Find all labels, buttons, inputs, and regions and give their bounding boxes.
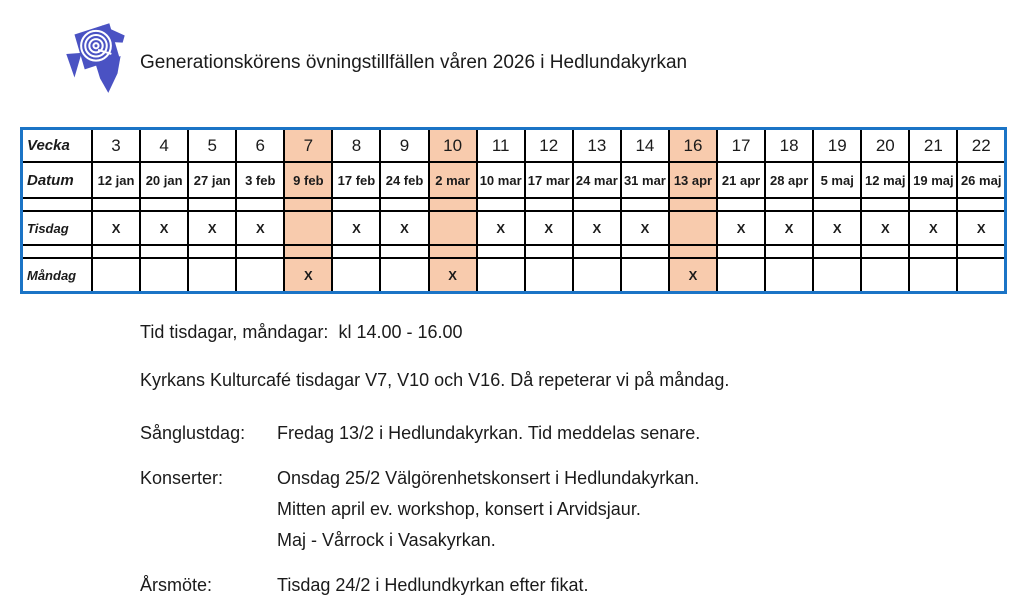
choir-logo-graphic bbox=[64, 15, 128, 97]
cell-date-week-9: 24 feb bbox=[380, 162, 428, 198]
cell-week-week-8: 8 bbox=[332, 129, 380, 163]
schedule-table-body bbox=[22, 129, 1006, 293]
cell-week-week-11: 11 bbox=[477, 129, 525, 163]
cell-spacer bbox=[669, 245, 717, 258]
cell-date-week-10: 2 mar bbox=[429, 162, 477, 198]
cell-spacer bbox=[525, 198, 573, 211]
note-line: Tisdag 24/2 i Hedlundkyrkan efter fikat. bbox=[277, 575, 589, 595]
row-label-spacer bbox=[22, 198, 93, 211]
cell-date-week-7: 9 feb bbox=[284, 162, 332, 198]
cell-spacer bbox=[765, 245, 813, 258]
cell-spacer bbox=[92, 245, 140, 258]
culture-cafe-note: Kyrkans Kulturcafé tisdagar V7, V10 och V16. Då repeterar vi på måndag. bbox=[140, 370, 730, 390]
cell-tuesday-week-10 bbox=[429, 211, 477, 245]
cell-monday-week-8 bbox=[332, 258, 380, 293]
cell-week-week-18: 18 bbox=[765, 129, 813, 163]
cell-tuesday-week-20: X bbox=[861, 211, 909, 245]
cell-week-week-17: 17 bbox=[717, 129, 765, 163]
note-body bbox=[277, 418, 700, 449]
cell-tuesday-week-14: X bbox=[621, 211, 669, 245]
note-line: Fredag 13/2 i Hedlundakyrkan. Tid meddelas senare. bbox=[277, 423, 701, 443]
cell-tuesday-week-17: X bbox=[717, 211, 765, 245]
note-body bbox=[277, 570, 589, 601]
cell-spacer bbox=[380, 198, 428, 211]
row-label-spacer bbox=[22, 245, 93, 258]
tuesday-row bbox=[22, 211, 1006, 245]
cell-spacer bbox=[909, 245, 957, 258]
note-item bbox=[140, 570, 1000, 601]
cell-tuesday-week-18: X bbox=[765, 211, 813, 245]
cell-monday-week-12 bbox=[525, 258, 573, 293]
note-body bbox=[277, 463, 699, 556]
cell-monday-week-6 bbox=[236, 258, 284, 293]
cell-week-week-20: 20 bbox=[861, 129, 909, 163]
cell-spacer bbox=[236, 198, 284, 211]
cell-spacer bbox=[717, 198, 765, 211]
cell-monday-week-3 bbox=[92, 258, 140, 293]
cell-spacer bbox=[236, 245, 284, 258]
cell-monday-week-13 bbox=[573, 258, 621, 293]
rehearsal-time-note: Tid tisdagar, måndagar: kl 14.00 - 16.00 bbox=[140, 322, 463, 342]
notes-items bbox=[140, 418, 1000, 601]
cell-date-week-8: 17 feb bbox=[332, 162, 380, 198]
spacer-row bbox=[22, 198, 1006, 211]
note-label: Årsmöte: bbox=[140, 575, 213, 595]
schedule-table-grid bbox=[20, 127, 1007, 294]
cell-spacer bbox=[477, 245, 525, 258]
cell-spacer bbox=[429, 198, 477, 211]
cell-tuesday-week-8: X bbox=[332, 211, 380, 245]
cell-spacer bbox=[621, 245, 669, 258]
cell-spacer bbox=[332, 198, 380, 211]
cell-spacer bbox=[669, 198, 717, 211]
cell-spacer bbox=[525, 245, 573, 258]
cell-spacer bbox=[284, 245, 332, 258]
page-title: Generationskörens övningstillfällen våren 2026 i Hedlundakyrkan bbox=[140, 52, 688, 73]
cell-week-week-22: 22 bbox=[957, 129, 1005, 163]
cell-monday-week-14 bbox=[621, 258, 669, 293]
cell-spacer bbox=[861, 198, 909, 211]
spacer-row bbox=[22, 245, 1006, 258]
note-item bbox=[140, 418, 1000, 449]
cell-spacer bbox=[140, 245, 188, 258]
cell-week-week-4: 4 bbox=[140, 129, 188, 163]
cell-spacer bbox=[573, 198, 621, 211]
cell-monday-week-11 bbox=[477, 258, 525, 293]
cell-monday-week-7: X bbox=[284, 258, 332, 293]
cell-date-week-17: 21 apr bbox=[717, 162, 765, 198]
cell-date-week-12: 17 mar bbox=[525, 162, 573, 198]
cell-tuesday-week-3: X bbox=[92, 211, 140, 245]
cell-tuesday-week-16 bbox=[669, 211, 717, 245]
cell-spacer bbox=[284, 198, 332, 211]
cell-spacer bbox=[621, 198, 669, 211]
cell-date-week-3: 12 jan bbox=[92, 162, 140, 198]
cell-date-week-22: 26 maj bbox=[957, 162, 1005, 198]
cell-week-week-21: 21 bbox=[909, 129, 957, 163]
cell-week-week-5: 5 bbox=[188, 129, 236, 163]
note-item bbox=[140, 463, 1000, 556]
row-label-monday: Måndag bbox=[22, 258, 93, 293]
note-line: Onsdag 25/2 Välgörenhetskonsert i Hedlundakyrkan. bbox=[277, 468, 700, 488]
cell-spacer bbox=[573, 245, 621, 258]
cell-spacer bbox=[92, 198, 140, 211]
cell-week-week-10: 10 bbox=[429, 129, 477, 163]
cell-monday-week-5 bbox=[188, 258, 236, 293]
date-row bbox=[22, 162, 1006, 198]
cell-tuesday-week-6: X bbox=[236, 211, 284, 245]
cell-spacer bbox=[429, 245, 477, 258]
cell-spacer bbox=[813, 245, 861, 258]
cell-spacer bbox=[717, 245, 765, 258]
cell-week-week-13: 13 bbox=[573, 129, 621, 163]
cell-week-week-19: 19 bbox=[813, 129, 861, 163]
cell-spacer bbox=[140, 198, 188, 211]
cell-date-week-11: 10 mar bbox=[477, 162, 525, 198]
cell-spacer bbox=[861, 245, 909, 258]
notes-section bbox=[140, 322, 1000, 615]
cell-monday-week-21 bbox=[909, 258, 957, 293]
cell-monday-week-17 bbox=[717, 258, 765, 293]
cell-tuesday-week-4: X bbox=[140, 211, 188, 245]
cell-spacer bbox=[380, 245, 428, 258]
cell-monday-week-18 bbox=[765, 258, 813, 293]
cell-tuesday-week-22: X bbox=[957, 211, 1005, 245]
cell-date-week-5: 27 jan bbox=[188, 162, 236, 198]
note-line: Mitten april ev. workshop, konsert i Arvidsjaur. bbox=[277, 499, 641, 519]
cell-spacer bbox=[957, 245, 1005, 258]
cell-spacer bbox=[188, 198, 236, 211]
cell-spacer bbox=[332, 245, 380, 258]
note-line: Maj - Vårrock i Vasakyrkan. bbox=[277, 530, 496, 550]
cell-tuesday-week-5: X bbox=[188, 211, 236, 245]
cell-tuesday-week-21: X bbox=[909, 211, 957, 245]
cell-week-week-12: 12 bbox=[525, 129, 573, 163]
cell-date-week-14: 31 mar bbox=[621, 162, 669, 198]
cell-tuesday-week-13: X bbox=[573, 211, 621, 245]
cell-date-week-21: 19 maj bbox=[909, 162, 957, 198]
cell-week-week-6: 6 bbox=[236, 129, 284, 163]
cell-monday-week-4 bbox=[140, 258, 188, 293]
cell-spacer bbox=[909, 198, 957, 211]
note-label: Konserter: bbox=[140, 468, 224, 488]
cell-spacer bbox=[765, 198, 813, 211]
cell-monday-week-10: X bbox=[429, 258, 477, 293]
schedule-table bbox=[20, 127, 1007, 294]
cell-spacer bbox=[813, 198, 861, 211]
cell-date-week-13: 24 mar bbox=[573, 162, 621, 198]
cell-date-week-18: 28 apr bbox=[765, 162, 813, 198]
cell-date-week-19: 5 maj bbox=[813, 162, 861, 198]
cell-week-week-3: 3 bbox=[92, 129, 140, 163]
monday-row bbox=[22, 258, 1006, 293]
cell-tuesday-week-11: X bbox=[477, 211, 525, 245]
cell-tuesday-week-9: X bbox=[380, 211, 428, 245]
cell-date-week-4: 20 jan bbox=[140, 162, 188, 198]
note-label: Sånglustdag: bbox=[140, 423, 246, 443]
cell-monday-week-16: X bbox=[669, 258, 717, 293]
cell-monday-week-9 bbox=[380, 258, 428, 293]
cell-tuesday-week-19: X bbox=[813, 211, 861, 245]
cell-date-week-6: 3 feb bbox=[236, 162, 284, 198]
cell-spacer bbox=[477, 198, 525, 211]
row-label-date: Datum bbox=[22, 162, 93, 198]
choir-logo bbox=[64, 15, 128, 97]
cell-week-week-9: 9 bbox=[380, 129, 428, 163]
cell-tuesday-week-7 bbox=[284, 211, 332, 245]
row-label-week: Vecka bbox=[22, 129, 93, 163]
cell-monday-week-20 bbox=[861, 258, 909, 293]
cell-week-week-7: 7 bbox=[284, 129, 332, 163]
cell-monday-week-19 bbox=[813, 258, 861, 293]
cell-spacer bbox=[188, 245, 236, 258]
week-row bbox=[22, 129, 1006, 163]
cell-date-week-20: 12 maj bbox=[861, 162, 909, 198]
cell-monday-week-22 bbox=[957, 258, 1005, 293]
row-label-tuesday: Tisdag bbox=[22, 211, 93, 245]
cell-date-week-16: 13 apr bbox=[669, 162, 717, 198]
cell-week-week-16: 16 bbox=[669, 129, 717, 163]
cell-tuesday-week-12: X bbox=[525, 211, 573, 245]
cell-spacer bbox=[957, 198, 1005, 211]
cell-week-week-14: 14 bbox=[621, 129, 669, 163]
